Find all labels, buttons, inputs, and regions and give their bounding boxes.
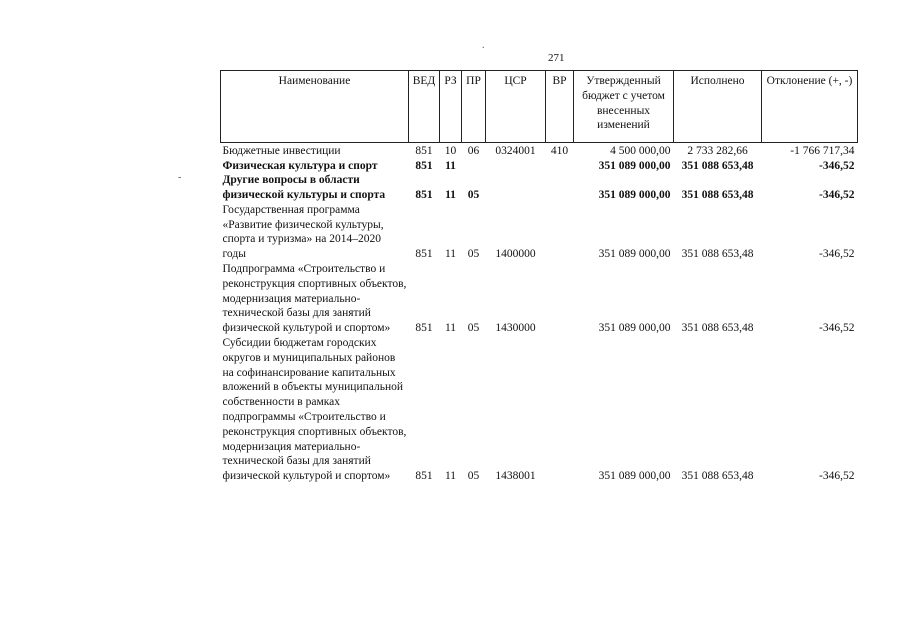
row-approved: 351 089 000,00 [598,470,671,483]
header-vr: ВР [546,71,574,143]
row-ved: 851 [415,248,433,261]
header-rz: РЗ [440,71,462,143]
header-csr: ЦСР [486,71,546,143]
row-executed: 351 088 653,48 [681,470,754,483]
row-name: Подпрограмма «Строительство и реконструкция спортивных объектов, модернизация материально-технической базы для занятий физической культурой и спортом» [222,263,407,335]
row-approved: 4 500 000,00 [610,144,671,157]
row-rz: 11 [444,248,457,261]
row-deviation: -1 766 717,34 [790,144,855,157]
row-ved: 851 [415,470,433,483]
header-executed: Исполнено [674,71,762,143]
row-rz: 10 [444,144,457,157]
row-rz: 11 [445,189,456,202]
row-pr: 05 [467,470,480,483]
row-rz: 11 [444,322,457,335]
row-vr [546,203,574,262]
row-pr: 05 [467,322,480,335]
row-name: Субсидии бюджетам городских округов и муниципальных районов на софинансирование капитальных вложений в объекты муниципальной собственности в рамках подпрограммы «Строительство и реконструкция спортивных объектов, модернизация материально-технической базы для занятий физической культурой и спортом» [222,337,407,483]
row-deviation: -346,52 [819,470,855,483]
header-approved: Утвержденный бюджет с учетом внесенных изменений [574,71,674,143]
row-vr [546,336,574,484]
table-row [221,262,858,336]
row-name: Физическая культура и спорт [222,159,378,172]
page-number: 271 [548,52,565,64]
row-ved: 851 [415,144,433,157]
budget-execution-table [220,70,858,484]
row-vr: 410 [550,144,569,157]
scan-speck: - [178,172,182,183]
row-csr: 1438001 [495,470,536,483]
row-approved: 351 089 000,00 [598,189,671,202]
row-executed: 351 088 653,48 [681,248,754,261]
scan-speck: . [482,40,485,51]
row-vr [546,262,574,336]
row-name: Другие вопросы в области физической культуры и спорта [222,174,386,202]
row-rz: 11 [444,470,457,483]
row-deviation: -346,52 [819,322,855,335]
table-row [221,203,858,262]
row-rz: 11 [445,159,456,172]
header-ved: ВЕД [409,71,440,143]
header-deviation: Отклонение (+, -) [762,71,858,143]
row-pr: 05 [467,189,480,202]
row-name: Бюджетные инвестиции [222,144,341,157]
row-vr [546,173,574,203]
row-approved: 351 089 000,00 [598,322,671,335]
row-pr: 05 [467,248,480,261]
row-executed: 2 733 282,66 [687,144,748,157]
table-row [221,336,858,484]
row-approved: 351 089 000,00 [598,159,671,172]
row-deviation: -346,52 [819,189,855,202]
table-header-row [221,71,858,143]
table-row [221,159,858,174]
row-executed: 351 088 653,48 [681,322,754,335]
row-name: Государственная программа «Развитие физической культуры, спорта и туризма» на 2014–2020 годы [222,203,384,261]
row-csr: 0324001 [495,144,536,157]
row-csr: 1430000 [495,322,536,335]
header-name: Наименование [221,71,409,143]
row-executed: 351 088 653,48 [681,189,754,202]
table-row [221,173,858,203]
row-pr: 06 [467,144,480,157]
row-pr [462,159,486,174]
row-csr [486,159,546,174]
row-ved: 851 [415,322,433,335]
row-csr: 1400000 [495,248,536,261]
row-csr [486,173,546,203]
row-ved: 851 [415,189,433,202]
row-ved: 851 [415,159,433,172]
row-vr [546,159,574,174]
row-deviation: -346,52 [819,248,855,261]
row-approved: 351 089 000,00 [598,248,671,261]
row-deviation: -346,52 [819,159,855,172]
row-executed: 351 088 653,48 [681,159,754,172]
table-row [221,143,858,159]
header-pr: ПР [462,71,486,143]
